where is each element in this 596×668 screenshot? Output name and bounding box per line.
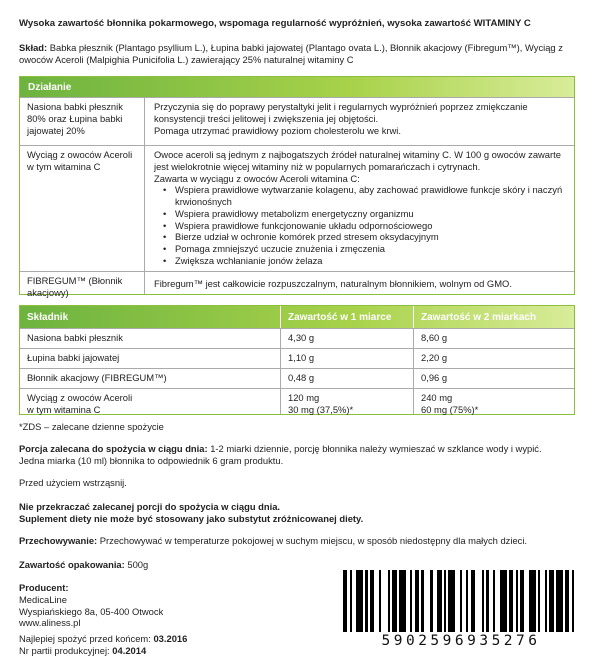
dosage-text: 1-2 miarki dziennie, porcję błonnika należy wymieszać w szklance wody i wypić.: [210, 443, 542, 454]
action-table: [19, 76, 575, 298]
storage-text: Przechowywać w temperaturze pokojowej w suchym miejscu, w sposób niedostępny dla małych dzieci.: [99, 535, 528, 546]
table-cell: Łupina babki jajowatej: [27, 352, 120, 363]
cell-line: 120 mg: [288, 392, 320, 403]
table-cell: Nasiona babki płesznik: [27, 332, 123, 343]
table-row: [20, 388, 574, 414]
batch-value: 04.2014: [112, 644, 147, 656]
row-text: Fibregum™ jest całkowicie rozpuszczalnym, naturalnym błonnikiem, wolnym od GMO.: [154, 278, 512, 289]
row-description: [145, 272, 574, 294]
barcode-stripe: [381, 570, 388, 632]
barcode-stripe: [574, 570, 578, 632]
cell-line: 240 mg: [421, 392, 453, 403]
ingredients-table: [19, 305, 575, 415]
barcode-stripe: [475, 570, 482, 632]
list-item: • Zwiększa wchłanianie jonów żelaza: [163, 255, 567, 267]
best-before: [19, 633, 319, 645]
row-text: Owoce aceroli są jednym z najbogatszych źródeł naturalnej witaminy C. W 100 g owoców zawarte jest wielokrotnie więcej witaminy niż w popularnych pomarańczach i cytrynach.: [154, 149, 561, 172]
table-cell: 4,30 g: [280, 329, 413, 348]
ingredients-paragraph: [19, 42, 575, 66]
producer-block: [19, 582, 319, 629]
cell-line: w tym witamina C: [27, 403, 101, 415]
list-item: • Wspiera prawidłowe wytwarzanie kolagenu, aby zachować prawidłowe funkcje skóry i naczyń krwionośnych: [163, 184, 567, 208]
barcode-stripe: [500, 570, 507, 632]
storage-paragraph: [19, 535, 579, 547]
row-description: [145, 98, 574, 145]
ingredients-text: Babka płesznik (Plantago psyllium L.), Łupina babki jajowatej (Plantago ovata L.), Błonnik akacjowy (Fibregum™), Wyciąg z owoców Aceroli (Malpighia Punicifolia L.) zawierający 25% naturalnej witaminy C: [19, 42, 563, 65]
row-text: Przyczynia się do poprawy perystaltyki jelit i regularnych wypróżnień poprzez zmiękczanie konsystencji treści jelitowej i zwiększenia jej objętości.: [154, 101, 528, 124]
warnings: [19, 501, 579, 525]
cell-line: Wyciąg z owoców Aceroli: [27, 392, 133, 403]
ingredients-label: Skład:: [19, 42, 48, 53]
barcode: [343, 570, 579, 632]
row-text-2: Zawarta w wyciągu z owoców Aceroli witamina C:: [154, 172, 360, 184]
ingredients-table-header: [20, 306, 574, 328]
table-cell: Błonnik akacjowy (FIBREGUM™): [27, 372, 167, 383]
list-item: • Wspiera prawidłowe funkcjonowanie układu odpornościowego: [163, 220, 567, 232]
best-before-label: Najlepiej spożyć przed końcem:: [19, 633, 151, 644]
shake-note: Przed użyciem wstrząsnij.: [19, 477, 127, 488]
barcode-stripe: [399, 570, 406, 632]
package-value: 500g: [127, 559, 149, 570]
barcode-number: 5902596935276: [381, 633, 541, 649]
table-cell: 0,48 g: [280, 369, 413, 388]
barcode-stripe: [424, 570, 431, 632]
list-item: • Bierze udział w ochronie komórek przed stresem oksydacyjnym: [163, 231, 567, 243]
row-text-2: Pomaga utrzymać prawidłowy poziom cholesterolu we krwi.: [154, 124, 401, 136]
benefits-list: [154, 184, 567, 266]
row-name: FIBREGUM™ (Błonnik akacjowy): [20, 272, 145, 294]
producer-label: Producent:: [19, 582, 69, 593]
barcode-stripe: [448, 570, 455, 632]
table-cell: 0,96 g: [413, 369, 574, 388]
column-header: Zawartość w 1 miarce: [280, 306, 413, 328]
dosage-paragraph: [19, 443, 579, 467]
table-cell: [20, 389, 280, 414]
action-table-header: Działanie: [20, 77, 574, 97]
row-name: Wyciąg z owoców Aceroli w tym witamina C: [20, 146, 145, 271]
barcode-stripe: [556, 570, 563, 632]
warning-line: Suplement diety nie może być stosowany jako substytut zróżnicowanej diety.: [19, 512, 364, 524]
table-cell: 2,20 g: [413, 349, 574, 368]
zds-note: *ZDS – zalecane dzienne spożycie: [19, 421, 164, 432]
dates-block: [19, 633, 319, 657]
table-row: [20, 145, 574, 271]
dosage-text-2: Jedna miarka (10 ml) błonnika to odpowiednik 6 gram produktu.: [19, 454, 284, 466]
batch-label: Nr partii produkcyjnej:: [19, 644, 110, 656]
dosage-label: Porcja zalecana do spożycia w ciągu dnia:: [19, 443, 208, 454]
cell-line: 30 mg (37,5%)*: [288, 403, 354, 415]
storage-label: Przechowywanie:: [19, 535, 98, 546]
warning-line: Nie przekraczać zalecanej porcji do spożycia w ciągu dnia.: [19, 501, 281, 512]
table-row: [20, 328, 574, 348]
producer-address: Wyspiańskiego 8a, 05-400 Otwock: [19, 605, 164, 617]
list-item: • Wspiera prawidłowy metabolizm energetyczny organizmu: [163, 208, 567, 220]
package-content: [19, 559, 579, 571]
table-cell: [280, 389, 413, 414]
best-before-value: 03.2016: [153, 633, 188, 644]
producer-name: MedicaLine: [19, 593, 67, 605]
column-header: Składnik: [27, 312, 69, 323]
producer-url: www.aliness.pl: [19, 617, 81, 629]
cell-line: 60 mg (75%)*: [421, 403, 479, 415]
table-cell: 8,60 g: [413, 329, 574, 348]
headline: Wysoka zawartość błonnika pokarmowego, wspomaga regularność wypróżnień, wysoka zawartość WITAMINY C: [19, 18, 531, 29]
batch-number: [19, 645, 319, 657]
barcode-stripe: [356, 570, 363, 632]
table-row: [20, 368, 574, 388]
package-label: Zawartość opakowania:: [19, 559, 125, 570]
list-item: • Pomaga zmniejszyć uczucie znużenia i zmęczenia: [163, 243, 567, 255]
table-cell: [413, 389, 574, 414]
table-row: [20, 97, 574, 145]
column-header: Zawartość w 2 miarkach: [413, 306, 574, 328]
barcode-stripe: [529, 570, 536, 632]
table-cell: 1,10 g: [280, 349, 413, 368]
table-row: [20, 271, 574, 298]
table-row: [20, 348, 574, 368]
row-description: [145, 146, 574, 271]
row-name: Nasiona babki płesznik 80% oraz Łupina babki jajowatej 20%: [20, 98, 145, 145]
